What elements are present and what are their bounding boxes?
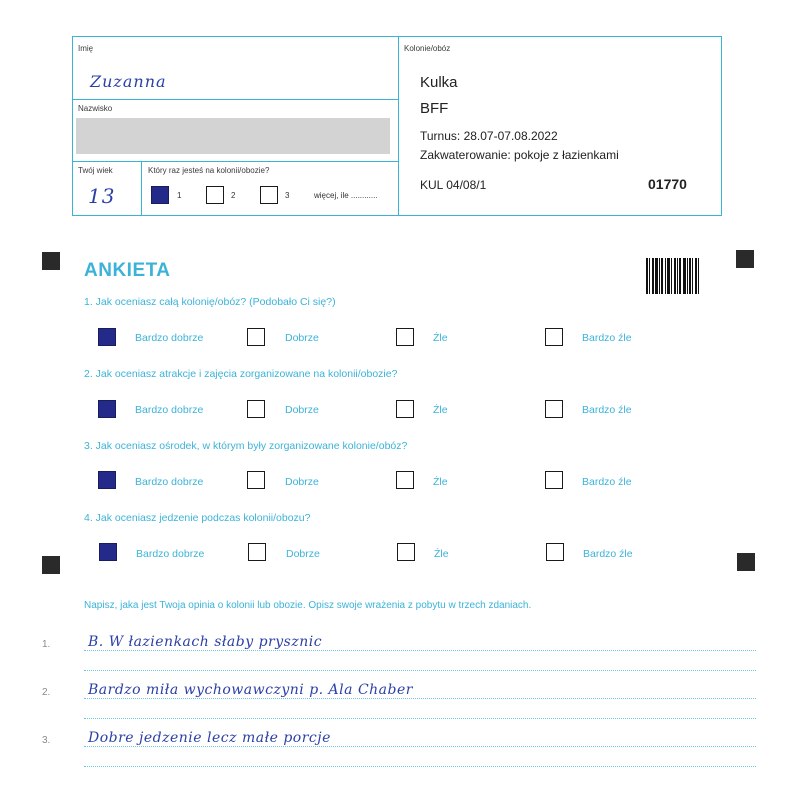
- q1-checkbox-bardzo-zle[interactable]: [545, 328, 563, 346]
- q3-checkbox-dobrze[interactable]: [247, 471, 265, 489]
- survey-title: ANKIETA: [84, 260, 171, 281]
- q4-checkbox-dobrze[interactable]: [248, 543, 266, 561]
- dotted-line: [84, 698, 756, 699]
- q3-checkbox-zle[interactable]: [396, 471, 414, 489]
- times-option-1: 1: [177, 191, 182, 200]
- times-checkbox-2[interactable]: [206, 186, 224, 204]
- q4-checkbox-zle[interactable]: [397, 543, 415, 561]
- q2-option-bardzo-zle: Bardzo źle: [582, 404, 632, 416]
- form-number: 01770: [648, 176, 687, 192]
- times-option-3: 3: [285, 191, 290, 200]
- q3-option-zle: Źle: [433, 476, 448, 488]
- accommodation: Zakwaterowanie: pokoje z łazienkami: [420, 148, 619, 162]
- q1-option-zle: Źle: [433, 332, 448, 344]
- opinion-line-3-number: 3.: [42, 735, 51, 746]
- q1-option-bardzo-zle: Bardzo źle: [582, 332, 632, 344]
- q4-option-bardzo-zle: Bardzo źle: [583, 548, 633, 560]
- opinion-line-2-text[interactable]: Bardzo miła wychowawczyni p. Ala Chaber: [88, 682, 413, 698]
- times-label: Który raz jesteś na kolonii/obozie?: [148, 166, 270, 175]
- q1-checkbox-bardzo-dobrze[interactable]: [98, 328, 116, 346]
- q1-option-dobrze: Dobrze: [285, 332, 319, 344]
- times-checkbox-3[interactable]: [260, 186, 278, 204]
- dotted-line: [84, 718, 756, 719]
- q2-checkbox-zle[interactable]: [396, 400, 414, 418]
- q1-checkbox-dobrze[interactable]: [247, 328, 265, 346]
- camp-code: KUL 04/08/1: [420, 178, 487, 192]
- barcode: [646, 258, 704, 294]
- opinion-line-2-number: 2.: [42, 687, 51, 698]
- opinion-line-1-number: 1.: [42, 639, 51, 650]
- q2-option-dobrze: Dobrze: [285, 404, 319, 416]
- registration-marker-top-right: [736, 250, 754, 268]
- q3-option-bardzo-zle: Bardzo źle: [582, 476, 632, 488]
- surname-label: Nazwisko: [78, 104, 113, 113]
- dotted-line: [84, 766, 756, 767]
- q3-checkbox-bardzo-zle[interactable]: [545, 471, 563, 489]
- q3-option-dobrze: Dobrze: [285, 476, 319, 488]
- q4-checkbox-bardzo-zle[interactable]: [546, 543, 564, 561]
- q2-checkbox-dobrze[interactable]: [247, 400, 265, 418]
- q2-checkbox-bardzo-dobrze[interactable]: [98, 400, 116, 418]
- camp-label: Kolonie/obóz: [404, 44, 451, 53]
- dotted-line: [84, 650, 756, 651]
- q4-option-zle: Źle: [434, 548, 449, 560]
- q3-option-bardzo-dobrze: Bardzo dobrze: [135, 476, 204, 488]
- registration-marker-bottom-right: [737, 553, 755, 571]
- age-value[interactable]: 13: [88, 184, 116, 208]
- q2-option-bardzo-dobrze: Bardzo dobrze: [135, 404, 204, 416]
- times-option-2: 2: [231, 191, 236, 200]
- camp-name: Kulka: [420, 74, 458, 91]
- q1-option-bardzo-dobrze: Bardzo dobrze: [135, 332, 204, 344]
- surname-redacted: [76, 118, 390, 154]
- q1-checkbox-zle[interactable]: [396, 328, 414, 346]
- q2-checkbox-bardzo-zle[interactable]: [545, 400, 563, 418]
- opinion-line-3-text[interactable]: Dobre jedzenie lecz małe porcje: [88, 730, 331, 746]
- question-3: 3. Jak oceniasz ośrodek, w którym były zorganizowane kolonie/obóz?: [84, 440, 408, 452]
- times-checkbox-1[interactable]: [151, 186, 169, 204]
- age-label: Twój wiek: [78, 166, 113, 175]
- turnus: Turnus: 28.07-07.08.2022: [420, 129, 558, 143]
- name-value[interactable]: Zuzanna: [90, 72, 167, 91]
- opinion-line-1-text[interactable]: B. W łazienkach słaby prysznic: [88, 634, 323, 650]
- camp-group: BFF: [420, 100, 449, 117]
- dotted-line: [84, 746, 756, 747]
- q4-option-bardzo-dobrze: Bardzo dobrze: [136, 548, 205, 560]
- times-more: więcej, ile ............: [314, 191, 378, 200]
- registration-marker-top-left: [42, 252, 60, 270]
- dotted-line: [84, 670, 756, 671]
- question-4: 4. Jak oceniasz jedzenie podczas kolonii/obozu?: [84, 512, 311, 524]
- q4-option-dobrze: Dobrze: [286, 548, 320, 560]
- question-2: 2. Jak oceniasz atrakcje i zajęcia zorganizowane na kolonii/obozie?: [84, 368, 398, 380]
- name-label: Imię: [78, 44, 94, 53]
- opinion-instruction: Napisz, jaka jest Twoja opinia o kolonii lub obozie. Opisz swoje wrażenia z pobytu w trzech zdaniach.: [84, 600, 532, 611]
- registration-marker-bottom-left: [42, 556, 60, 574]
- question-1: 1. Jak oceniasz całą kolonię/obóz? (Podobało Ci się?): [84, 296, 336, 308]
- q3-checkbox-bardzo-dobrze[interactable]: [98, 471, 116, 489]
- q2-option-zle: Źle: [433, 404, 448, 416]
- q4-checkbox-bardzo-dobrze[interactable]: [99, 543, 117, 561]
